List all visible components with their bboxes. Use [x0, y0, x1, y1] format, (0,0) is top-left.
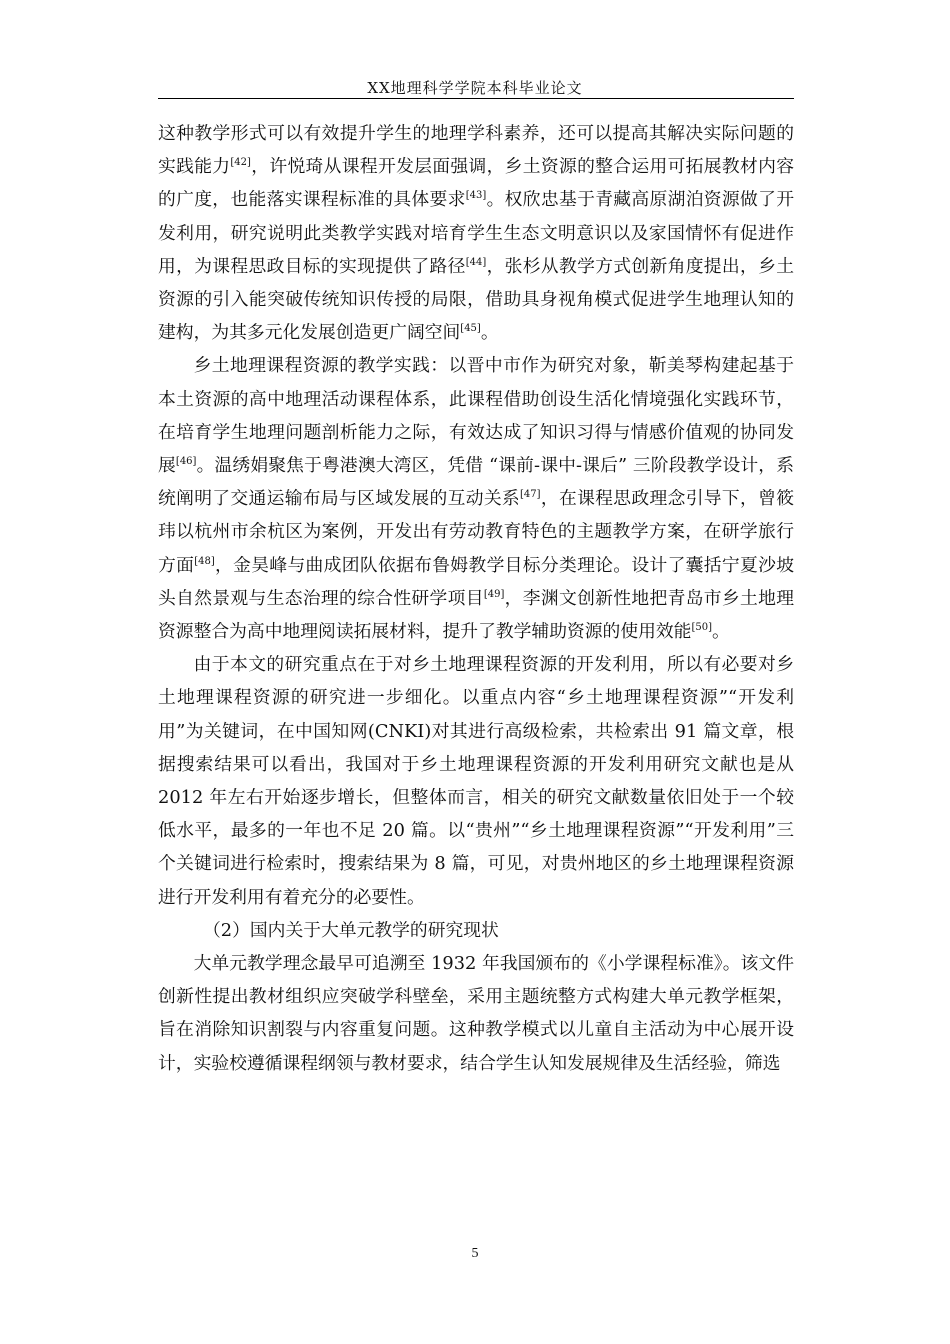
paragraph — [158, 648, 794, 914]
citation-reference: [42] — [230, 157, 251, 169]
citation-reference: [45] — [460, 323, 481, 335]
text-run: 大单元教学理念最早可追溯至 1932 年我国颁布的《小学课程标准》。该文件创新性提出教材组织应突破学科壁垒，采用主题统整方式构建大单元教学框架，旨在消除知识割裂与内容重复问题。这种教学模式以儿童自主活动为中心展开设计，实验校遵循课程纲领与教材要求，结合学生认知发展规律及生活经验，筛选 — [158, 953, 794, 1074]
text-run: 这种教学形式可以有效提升学生的地理学科素养，还可以提高其解决实际问题的实践能力 — [158, 123, 794, 178]
text-run: 由于本文的研究重点在于对乡土地理课程资源的开发利用，所以有必要对乡土地理课程资源的研究进一步细化。以重点内容“乡土地理课程资源”“开发利用”为关键词，在中国知网(CNKI)对其进行高级检索，共检索出 91 篇文章，根据搜索结果可以看出，我国对于乡土地理课程资源的开发利用研究文献也是从 2012 年左右开始逐步增长，但整体而言，相关的研究文献数量依旧处于一个较低水平，最多的一年也不足 20 篇。以“贵州”“乡土地理课程资源”“开发利用”三个关键词进行检索时，搜索结果为 8 篇，可见，对贵州地区的乡土地理课程资源进行开发利用有着充分的必要性。 — [158, 654, 794, 908]
body-text — [158, 117, 794, 1080]
text-run: 。 — [480, 322, 499, 344]
paragraph — [158, 117, 794, 349]
page-number: 5 — [471, 1246, 479, 1261]
header-rule — [158, 98, 794, 99]
paragraph — [158, 947, 794, 1080]
paragraph — [158, 349, 794, 648]
citation-reference: [50] — [691, 622, 712, 634]
citation-reference: [48] — [194, 555, 215, 567]
text-run: 。权欣忠基于青藏高原湖泊资源做了开发利用，研究说明此类教学实践对培育学生生态文明意识以及家国情怀有促进作用，为课程思政目标的实现提供了路径 — [158, 189, 794, 277]
citation-reference: [44] — [465, 256, 487, 268]
citation-reference: [47] — [520, 489, 541, 501]
running-header: XX地理科学学院本科毕业论文 — [367, 79, 583, 97]
text-run: ，李渊文创新性地把青岛市乡土地理资源整合为高中地理阅读拓展材料，提升了教学辅助资源的使用效能 — [158, 587, 794, 643]
citation-reference: [43] — [465, 190, 487, 202]
text-run: 。 — [711, 621, 730, 643]
text-run: 乡土地理课程资源的教学实践：以晋中市作为研究对象，靳美琴构建起基于本土资源的高中地理活动课程体系，此课程借助创设生活化情境强化实践环节，在培育学生地理问题剖析能力之际，有效达成了知识习得与情感价值观的协同发展 — [158, 355, 794, 477]
text-run: ，在课程思政理念引导下，曾筱玮以杭州市余杭区为案例，开发出有劳动教育特色的主题教学方案，在研学旅行方面 — [158, 488, 794, 576]
citation-reference: [49] — [483, 588, 505, 600]
text-run: ，许悦琦从课程开发层面强调，乡土资源的整合运用可拓展教材内容的广度，也能落实课程标准的具体要求 — [158, 156, 794, 211]
text-run: ，张杉从教学方式创新角度提出，乡土资源的引入能突破传统知识传授的局限，借助具身视角模式促进学生地理认知的建构，为其多元化发展创造更广阔空间 — [158, 255, 794, 344]
section-subheading: （2）国内关于大单元教学的研究现状 — [203, 919, 499, 941]
citation-reference: [46] — [175, 456, 197, 468]
text-run: 。温绣娟聚焦于粤港澳大湾区，凭借 “课前-课中-课后” 三阶段教学设计，系统阐明了交通运输布局与区域发展的互动关系 — [158, 455, 794, 510]
text-run: ，金昊峰与曲成团队依据布鲁姆教学目标分类理论。设计了囊括宁夏沙坡头自然景观与生态治理的综合性研学项目 — [158, 554, 794, 609]
